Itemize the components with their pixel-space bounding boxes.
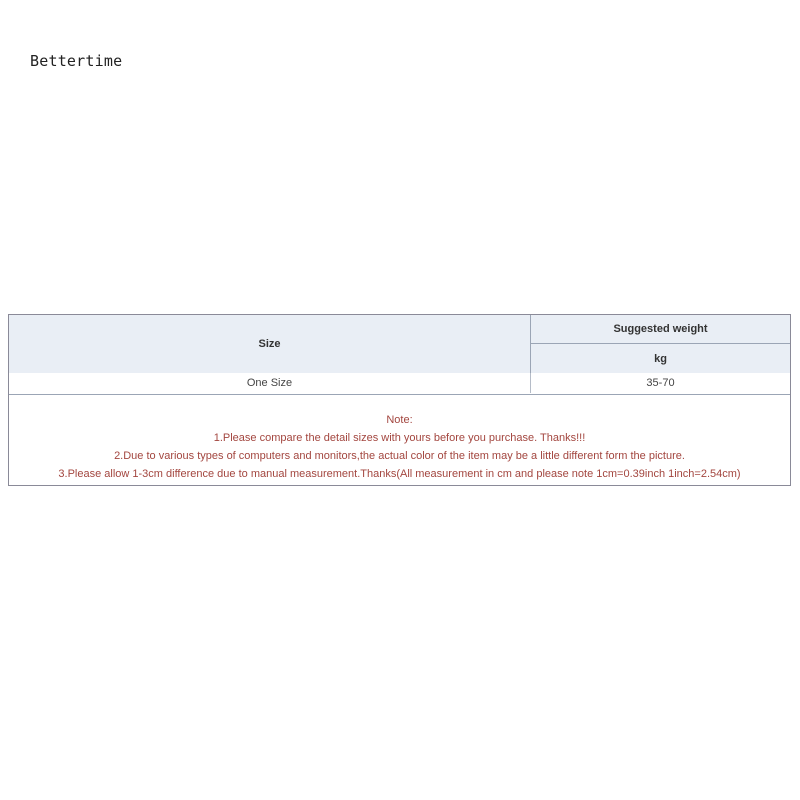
notes-section bbox=[9, 411, 790, 483]
table-divider bbox=[9, 394, 790, 395]
weight-cell: 35-70 bbox=[646, 377, 675, 389]
note-line-2: 2.Due to various types of computers and monitors,the actual color of the item may be a little different form the picture. bbox=[114, 450, 685, 462]
weight-column-header: Suggested weight bbox=[531, 315, 790, 344]
brand-name: Bettertime bbox=[30, 52, 123, 70]
note-line-1: 1.Please compare the detail sizes with yours before you purchase. Thanks!!! bbox=[213, 432, 586, 444]
weight-unit-header: kg bbox=[531, 344, 790, 373]
size-column-header: Size bbox=[9, 315, 531, 373]
size-cell: One Size bbox=[9, 373, 531, 393]
notes-title: Note: bbox=[386, 414, 413, 426]
size-chart-table bbox=[8, 314, 791, 486]
note-line-3: 3.Please allow 1-3cm difference due to manual measurement.Thanks(All measurement in cm and please note 1cm=0.39inch 1inch=2.54cm) bbox=[58, 468, 741, 480]
